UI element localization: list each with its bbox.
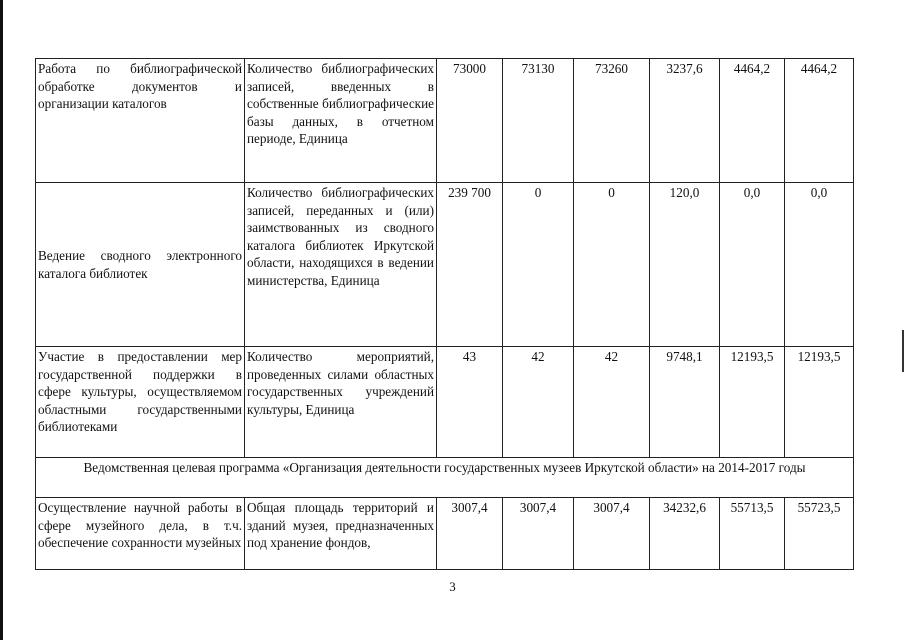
value-cell: 73260 (574, 59, 650, 183)
value-cell: 0 (574, 183, 650, 347)
value-cell: 120,0 (650, 183, 720, 347)
value-cell: 73000 (437, 59, 503, 183)
table-row (36, 183, 854, 347)
table-row (36, 498, 854, 570)
section-header-row (36, 458, 854, 498)
indicator-cell: Общая площадь территорий и зданий музея, предназначенных под хранение фондов, (245, 498, 437, 570)
service-name-cell: Участие в предоставлении мер государственной поддержки в сфере культуры, осуществляемом областными государственными библиотеками (36, 347, 245, 458)
value-cell: 12193,5 (785, 347, 854, 458)
value-cell: 73130 (503, 59, 574, 183)
value-cell: 12193,5 (720, 347, 785, 458)
value-cell: 4464,2 (720, 59, 785, 183)
indicator-cell: Количество библиографических записей, введенных в собственные библиографические базы данных, в отчетном периоде, Единица (245, 59, 437, 183)
service-name-cell: Ведение сводного электронного каталога библиотек (36, 183, 245, 347)
value-cell: 3007,4 (437, 498, 503, 570)
value-cell: 55723,5 (785, 498, 854, 570)
scan-edge-line (0, 0, 3, 640)
value-cell: 0,0 (785, 183, 854, 347)
value-cell: 239 700 (437, 183, 503, 347)
table-row (36, 59, 854, 183)
program-title: Ведомственная целевая программа «Организация деятельности государственных музеев Иркутской области» на 2014-2017 годы (36, 458, 854, 498)
budget-table (35, 58, 854, 570)
indicator-cell: Количество мероприятий, проведенных силами областных государственных учреждений культуры, Единица (245, 347, 437, 458)
value-cell: 34232,6 (650, 498, 720, 570)
value-cell: 42 (574, 347, 650, 458)
page-number: 3 (449, 579, 456, 594)
service-name-cell: Работа по библиографической обработке документов и организации каталогов (36, 59, 245, 183)
value-cell: 43 (437, 347, 503, 458)
value-cell: 3007,4 (503, 498, 574, 570)
value-cell: 4464,2 (785, 59, 854, 183)
value-cell: 3237,6 (650, 59, 720, 183)
value-cell: 0,0 (720, 183, 785, 347)
table-row (36, 347, 854, 458)
value-cell: 9748,1 (650, 347, 720, 458)
value-cell: 3007,4 (574, 498, 650, 570)
value-cell: 55713,5 (720, 498, 785, 570)
value-cell: 0 (503, 183, 574, 347)
scan-margin-mark (902, 330, 904, 372)
service-name-cell: Осуществление научной работы в сфере музейного дела, в т.ч. обеспечение сохранности музейных (36, 498, 245, 570)
indicator-cell: Количество библиографических записей, переданных и (или) заимствованных из сводного каталога библиотек Иркутской области, находящихся в ведении министерства, Единица (245, 183, 437, 347)
value-cell: 42 (503, 347, 574, 458)
